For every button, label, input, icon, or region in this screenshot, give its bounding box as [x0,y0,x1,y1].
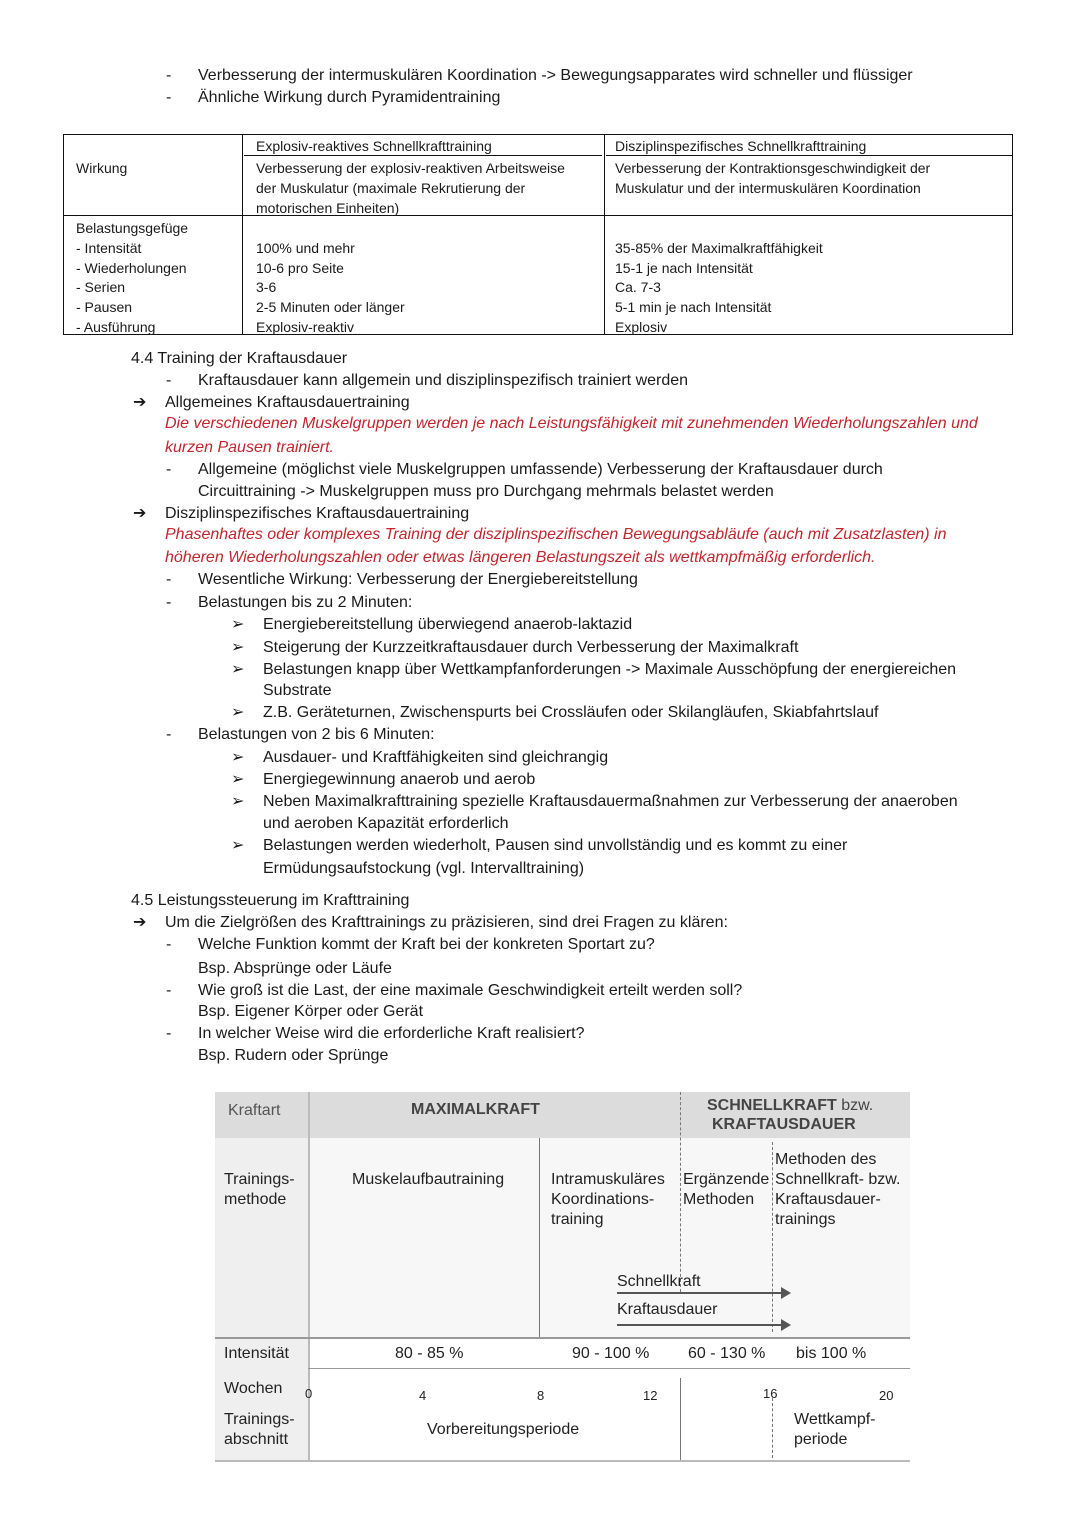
diag-week-8: 8 [537,1388,545,1403]
diag-intensitaet-label: Intensität [224,1345,289,1362]
s44-allg-bullet-b: Circuittraining -> Muskelgruppen muss pro Durchgang mehrmals belastet werden [198,483,774,500]
diag-schnellkraft: SCHNELLKRAFT bzw. [707,1097,874,1114]
s44-b3-item-3: ➢ Belastungen knapp über Wettkampfanforderungen -> Maximale Ausschöpfung der energiereichen [263,659,956,681]
s44-b3-item-2: ➢ Steigerung der Kurzzeitkraftausdauer durch Verbesserung der Maximalkraft [263,637,798,659]
s45-arrow: ➔ Um die Zielgrößen des Krafttrainings zu präzisieren, sind drei Fragen zu klären: [165,912,728,934]
table-row1-col1-line3: motorischen Einheiten) [256,200,400,216]
diag-int-2: 90 - 100 % [572,1345,650,1362]
table-row2-label-4: - Pausen [76,299,133,315]
diag-arrow-schnellkraft [617,1292,787,1294]
s44-b3-item-4: ➢ Z.B. Geräteturnen, Zwischenspurts bei Crossläufen oder Skilangläufen, Skiabfahrtslauf [263,702,878,724]
diag-week-12: 12 [643,1388,658,1403]
diag-ergaenzende-1: Ergänzende [683,1171,770,1188]
table-row2-label-2: - Wiederholungen [76,260,187,276]
table-row2-col2-0: 35-85% der Maximalkraftfähigkeit [615,240,823,256]
table-row1-col2-line1: Verbesserung der Kontraktionsgeschwindigkeit der [615,160,931,176]
s44-red-1b: kurzen Pausen trainiert. [165,439,334,456]
diag-vorbereitungsperiode: Vorbereitungsperiode [427,1421,580,1438]
s45-example-1: Bsp. Absprünge oder Läufe [198,960,392,977]
diag-intramusk-1: Intramuskuläres [551,1171,665,1188]
intro-bullet-1: - Verbesserung der intermuskulären Koordination -> Bewegungsapparates wird schneller und flüssiger [198,65,913,87]
table-row2-col1-1: 10-6 pro Seite [256,260,344,276]
s44-arrow-disziplin: ➔ Disziplinspezifisches Kraftausdauertraining [165,503,469,525]
diag-week-4: 4 [419,1388,427,1403]
schnellkraft-table [63,134,1013,335]
diag-abschnitt-2: abschnitt [224,1431,289,1448]
table-col2-header: Disziplinspezifisches Schnellkrafttraining [615,138,867,154]
table-row2-col2-2: Ca. 7-3 [615,279,661,295]
diag-arrow-kraftausdauer [617,1324,787,1326]
diag-kraftart-label: Kraftart [228,1102,281,1119]
diag-ergaenzende-2: Methoden [683,1191,755,1208]
s44-b4-item-4: ➢ Belastungen werden wiederholt, Pausen sind unvollständig und es kommt zu einer [263,835,847,857]
diag-week-20: 20 [879,1388,894,1403]
table-row1-col2-line2: Muskulatur und der intermuskulären Koordination [615,180,921,196]
s45-question-1: - Welche Funktion kommt der Kraft bei der konkreten Sportart zu? [198,934,655,956]
diag-wochen-label: Wochen [224,1380,283,1397]
table-row2-col1-4: Explosiv-reaktiv [256,319,355,335]
s44-b3-item-3b: Substrate [263,682,332,699]
s44-bullet-3: - Belastungen bis zu 2 Minuten: [198,592,412,614]
diag-int-4: bis 100 % [796,1345,867,1362]
s44-bullet-2: - Wesentliche Wirkung: Verbesserung der Energiebereitstellung [198,569,638,591]
s44-b4-item-4b: Ermüdungsaufstockung (vgl. Intervalltraining) [263,860,585,877]
s44-allg-bullet-a: - Allgemeine (möglichst viele Muskelgruppen umfassende) Verbesserung der Kraftausdauer durch [198,459,883,481]
diag-int-1: 80 - 85 % [395,1345,464,1362]
table-col1-header: Explosiv-reaktives Schnellkrafttraining [256,138,492,154]
table-row2-label-1: - Intensität [76,240,142,256]
table-row2-col1-0: 100% und mehr [256,240,355,256]
s45-example-2: Bsp. Eigener Körper oder Gerät [198,1003,424,1020]
diag-wettkampf-1: Wettkampf- [794,1411,876,1428]
diag-arrow-kraftausdauer-label: Kraftausdauer [617,1301,718,1318]
s44-red-1a: Die verschiedenen Muskelgruppen werden je nach Leistungsfähigkeit mit zunehmenden Wiederholungszahlen und [165,415,978,432]
s44-bullet-1: - Kraftausdauer kann allgemein und disziplinspezifisch trainiert werden [198,370,688,392]
section-4-5-heading: 4.5 Leistungssteuerung im Krafttraining [131,892,410,909]
diag-trainingsmethode-2: methode [224,1191,287,1208]
s45-example-3: Bsp. Rudern oder Sprünge [198,1047,389,1064]
diag-int-3: 60 - 130 % [688,1345,766,1362]
diag-kraftausdauer-header: KRAFTAUSDAUER [712,1116,856,1133]
diag-abschnitt-1: Trainings- [224,1411,295,1428]
table-row1-label: Wirkung [76,160,128,176]
table-row1-col1-line1: Verbesserung der explosiv-reaktiven Arbeitsweise [256,160,565,176]
s45-question-3: - In welcher Weise wird die erforderliche Kraft realisiert? [198,1023,585,1045]
s44-b4-item-2: ➢ Energiegewinnung anaerob und aerob [263,769,535,791]
s44-b4-item-3b: und aeroben Kapazität erforderlich [263,815,509,832]
table-row2-col2-4: Explosiv [615,319,668,335]
table-row1-col1-line2: der Muskulatur (maximale Rekrutierung der [256,180,526,196]
diag-muskelaufbau: Muskelaufbautraining [352,1171,505,1188]
diag-methoden-des-3: Kraftausdauer- [775,1191,881,1208]
diag-wettkampf-2: periode [794,1431,848,1448]
diag-intramusk-2: Koordinations- [551,1191,655,1208]
table-row2-col2-1: 15-1 je nach Intensität [615,260,753,276]
table-row2-col1-3: 2-5 Minuten oder länger [256,299,405,315]
diag-arrow-schnellkraft-label: Schnellkraft [617,1273,701,1290]
s45-question-2: - Wie groß ist die Last, der eine maximale Geschwindigkeit erteilt werden soll? [198,980,742,1002]
diag-week-16: 16 [763,1386,778,1401]
section-4-4-heading: 4.4 Training der Kraftausdauer [131,350,348,367]
intro-bullet-2: - Ähnliche Wirkung durch Pyramidentraining [198,87,500,109]
s44-red-2b: höheren Wiederholungszahlen oder etwas längeren Belastungszeit als wettkampfmäßig erforderlich. [165,549,876,566]
s44-arrow-allgemein: ➔ Allgemeines Kraftausdauertraining [165,392,410,414]
diag-trainingsmethode-1: Trainings- [224,1171,295,1188]
diag-intramusk-3: training [551,1211,604,1228]
s44-red-2a: Phasenhaftes oder komplexes Training der disziplinspezifischen Bewegungsabläufe (auch mit Zusatzlasten) in [165,526,947,543]
diag-maximalkraft: MAXIMALKRAFT [411,1101,540,1118]
s44-b4-item-1: ➢ Ausdauer- und Kraftfähigkeiten sind gleichrangig [263,747,608,769]
table-row2-label-3: - Serien [76,279,126,295]
s44-b4-item-3: ➢ Neben Maximalkrafttraining spezielle Kraftausdauermaßnahmen zur Verbesserung der anaeroben [263,791,958,813]
table-row2-col1-2: 3-6 [256,279,277,295]
table-row2-label-0: Belastungsgefüge [76,220,189,236]
table-row2-label-5: - Ausführung [76,319,156,335]
diag-methoden-des-4: trainings [775,1211,836,1228]
s44-b3-item-1: ➢ Energiebereitstellung überwiegend anaerob-laktazid [263,614,632,636]
diag-methoden-des-1: Methoden des [775,1151,877,1168]
s44-bullet-4: - Belastungen von 2 bis 6 Minuten: [198,724,435,746]
diag-methoden-des-2: Schnellkraft- bzw. [775,1171,901,1188]
table-row2-col2-3: 5-1 min je nach Intensität [615,299,772,315]
diag-week-0: 0 [305,1386,313,1401]
training-periodization-diagram [215,1092,910,1462]
